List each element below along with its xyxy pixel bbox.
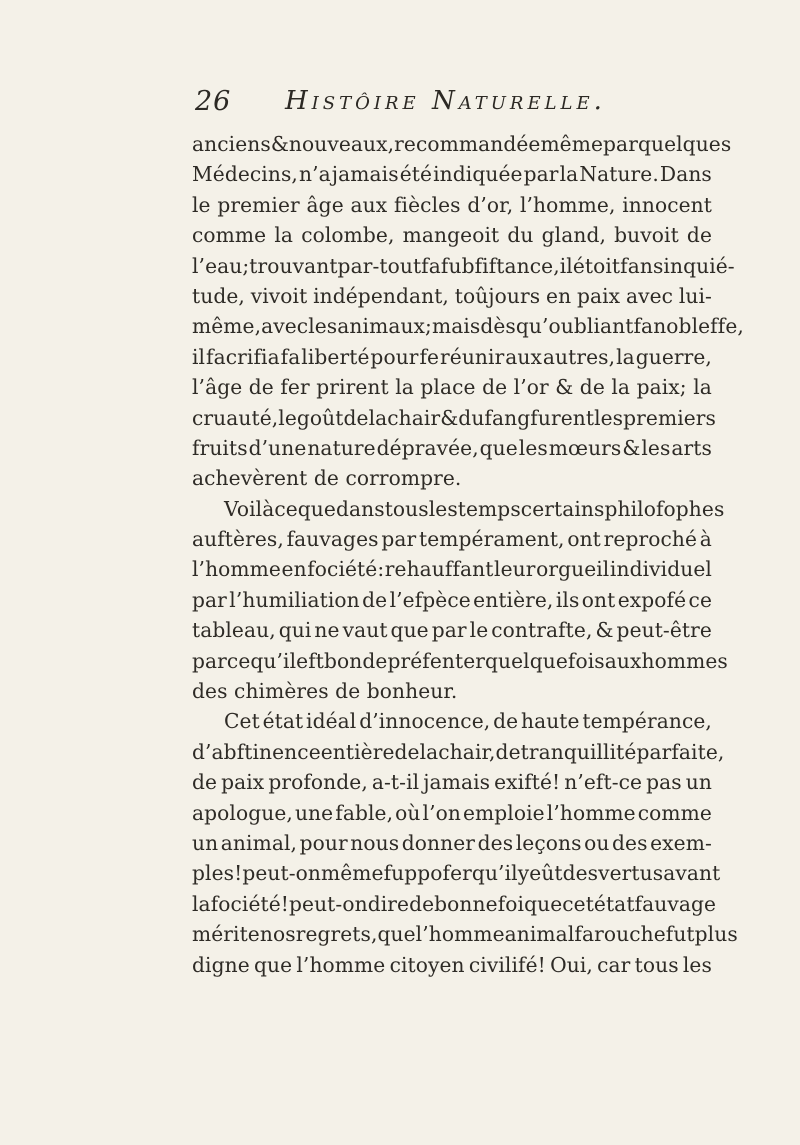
page-number: 26 [195, 86, 232, 117]
text-line: auftères, fauvages par tempérament, ont reproché à [192, 527, 712, 552]
text-line: Voilà ce que dans tous les temps certains philofophes [224, 496, 725, 521]
text-line: de paix profonde, a-t-il jamais exifté! n’eft-ce pas un [192, 770, 712, 795]
text-line: Médecins, n’a jamais été indiquée par la Nature. Dans [192, 162, 712, 187]
text-line: même, avec les animaux; mais dès qu’oubliant fa nobleffe, [192, 314, 744, 339]
text-line: achevèrent de corrompre. [192, 466, 462, 491]
text-line: la fociété! peut-on dire de bonne foi que cet état fauvage [192, 891, 717, 916]
text-line: il facrifia fa liberté pour fe réunir aux autres, la guerre, [192, 344, 712, 369]
text-line: tableau, qui ne vaut que par le contrafte, & peut-être [192, 618, 712, 643]
text-line: l’homme en fociété: rehauffant leur orgueil individuel [192, 557, 712, 582]
text-line: Cet état idéal d’innocence, de haute tempérance, [224, 709, 712, 734]
text-line: l’âge de fer prirent la place de l’or & de la paix; la [192, 375, 712, 400]
text-line: mérite nos regrets, que l’homme animal farouche fut plus [192, 922, 738, 947]
text-line: apologue, une fable, où l’on emploie l’homme comme [192, 800, 712, 825]
body-text [192, 129, 744, 980]
text-line: comme la colombe, mangeoit du gland, buvoit de [192, 223, 712, 248]
page-header [195, 86, 635, 122]
text-line: des chimères de bonheur. [192, 679, 458, 704]
text-line: fruits d’une nature dépravée, que les mœurs & les arts [192, 435, 712, 460]
text-line: un animal, pour nous donner des leçons ou des exem- [192, 830, 712, 855]
text-line: tude, vivoit indépendant, toûjours en paix avec lui- [192, 283, 712, 308]
text-line: ples! peut-on même fuppofer qu’il y eût des vertus avant [192, 861, 721, 886]
running-title: Histôire Naturelle. [285, 86, 606, 116]
text-line: parce qu’il eft bon de préfenter quelquefois aux hommes [192, 648, 728, 673]
text-line: d’abftinence entière de la chair, de tranquillité parfaite, [192, 739, 725, 764]
text-line: le premier âge aux fiècles d’or, l’homme, innocent [192, 192, 712, 217]
text-line: digne que l’homme citoyen civilifé! Oui, car tous les [192, 952, 712, 977]
text-line: cruauté, le goût de la chair & du fang furent les premiers [192, 405, 717, 430]
text-line: anciens & nouveaux, recommandée même par quelques [192, 132, 732, 156]
text-line: l’eau; trouvant par-tout fa fubfiftance, il étoit fans inquié- [192, 253, 735, 278]
text-line: par l’humiliation de l’efpèce entière, ils ont expofé ce [192, 587, 712, 612]
